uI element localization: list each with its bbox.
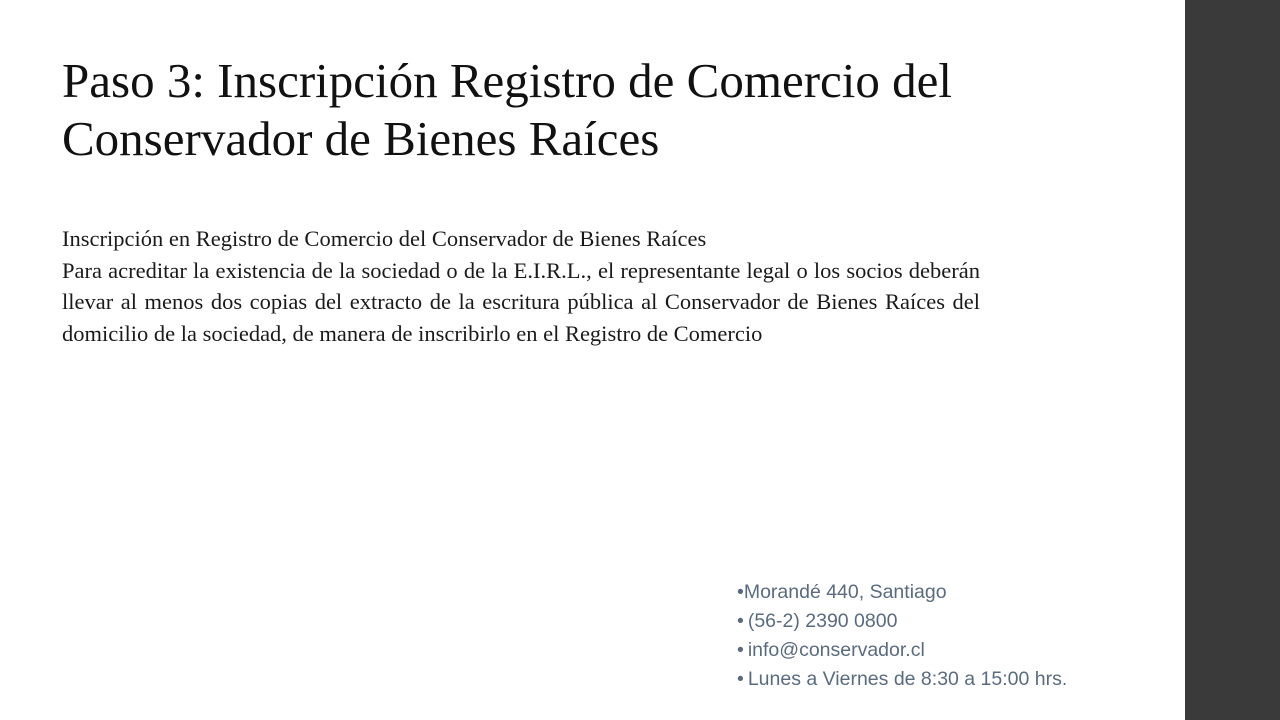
body-paragraph: Para acreditar la existencia de la sociedad o de la E.I.R.L., el representante legal o los socios deberán llevar al menos dos copias del extracto de la escritura pública al Conservador de Bienes Raíces del domicilio de la sociedad, de manera de inscribirlo en el Registro de Comercio xyxy=(62,257,980,346)
contact-email xyxy=(737,636,1067,665)
body-heading-line: Inscripción en Registro de Comercio del Conservador de Bienes Raíces xyxy=(62,226,707,251)
contact-hours-text: Lunes a Viernes de 8:30 a 15:00 hrs. xyxy=(747,668,1068,690)
contact-hours xyxy=(737,665,1067,694)
slide-title: Paso 3: Inscripción Registro de Comercio del Conservador de Bienes Raíces xyxy=(62,53,952,166)
contact-phone xyxy=(737,607,1067,636)
contact-address xyxy=(737,578,1067,607)
contact-list xyxy=(737,578,1067,694)
contact-address-text: Morandé 440, Santiago xyxy=(743,581,947,603)
contact-email-text: info@conservador.cl xyxy=(747,639,925,661)
bullet-icon: • xyxy=(737,668,744,690)
side-bar xyxy=(1185,0,1280,720)
body-text xyxy=(62,223,980,349)
bullet-icon: • xyxy=(737,610,744,632)
contact-phone-text: (56-2) 2390 0800 xyxy=(747,610,898,632)
bullet-icon: • xyxy=(737,581,744,603)
bullet-icon: • xyxy=(737,639,744,661)
